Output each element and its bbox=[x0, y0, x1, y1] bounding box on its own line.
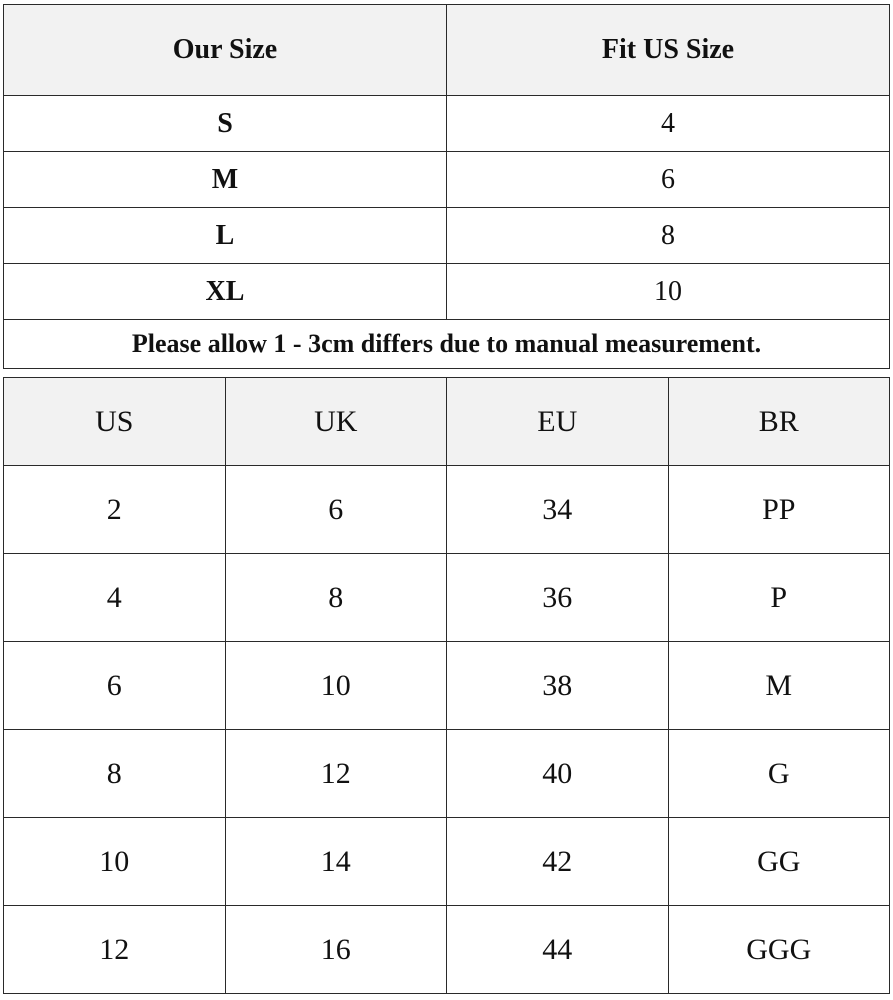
us-size-cell: 4 bbox=[4, 554, 226, 642]
br-size-cell: P bbox=[668, 554, 890, 642]
table-row bbox=[4, 730, 890, 818]
eu-size-cell: 34 bbox=[447, 466, 669, 554]
table-row bbox=[4, 906, 890, 994]
us-size-cell: 10 bbox=[4, 818, 226, 906]
measurement-note: Please allow 1 - 3cm differs due to manual measurement. bbox=[4, 320, 890, 369]
uk-size-cell: 14 bbox=[225, 818, 447, 906]
table-row bbox=[4, 818, 890, 906]
header-fit-us-size: Fit US Size bbox=[447, 5, 890, 96]
header-us: US bbox=[4, 378, 226, 466]
our-size-cell: L bbox=[4, 208, 447, 264]
header-our-size: Our Size bbox=[4, 5, 447, 96]
br-size-cell: GGG bbox=[668, 906, 890, 994]
eu-size-cell: 36 bbox=[447, 554, 669, 642]
fit-us-size-cell: 4 bbox=[447, 96, 890, 152]
size-conversion-table bbox=[3, 377, 890, 994]
header-br: BR bbox=[668, 378, 890, 466]
br-size-cell: GG bbox=[668, 818, 890, 906]
eu-size-cell: 42 bbox=[447, 818, 669, 906]
eu-size-cell: 44 bbox=[447, 906, 669, 994]
fit-us-size-cell: 10 bbox=[447, 264, 890, 320]
us-size-cell: 8 bbox=[4, 730, 226, 818]
table-row bbox=[4, 264, 890, 320]
note-row bbox=[4, 320, 890, 369]
table-row bbox=[4, 466, 890, 554]
header-uk: UK bbox=[225, 378, 447, 466]
table-row bbox=[4, 96, 890, 152]
our-size-cell: M bbox=[4, 152, 447, 208]
table-header-row bbox=[4, 5, 890, 96]
uk-size-cell: 10 bbox=[225, 642, 447, 730]
br-size-cell: M bbox=[668, 642, 890, 730]
fit-us-size-cell: 6 bbox=[447, 152, 890, 208]
br-size-cell: PP bbox=[668, 466, 890, 554]
us-size-cell: 2 bbox=[4, 466, 226, 554]
table-row bbox=[4, 208, 890, 264]
eu-size-cell: 40 bbox=[447, 730, 669, 818]
uk-size-cell: 16 bbox=[225, 906, 447, 994]
our-size-cell: S bbox=[4, 96, 447, 152]
us-size-cell: 12 bbox=[4, 906, 226, 994]
uk-size-cell: 6 bbox=[225, 466, 447, 554]
our-size-cell: XL bbox=[4, 264, 447, 320]
table-header-row bbox=[4, 378, 890, 466]
uk-size-cell: 12 bbox=[225, 730, 447, 818]
br-size-cell: G bbox=[668, 730, 890, 818]
table-row bbox=[4, 642, 890, 730]
us-size-cell: 6 bbox=[4, 642, 226, 730]
fit-us-size-cell: 8 bbox=[447, 208, 890, 264]
uk-size-cell: 8 bbox=[225, 554, 447, 642]
table-row bbox=[4, 152, 890, 208]
size-fit-table bbox=[3, 4, 890, 369]
table-row bbox=[4, 554, 890, 642]
header-eu: EU bbox=[447, 378, 669, 466]
eu-size-cell: 38 bbox=[447, 642, 669, 730]
